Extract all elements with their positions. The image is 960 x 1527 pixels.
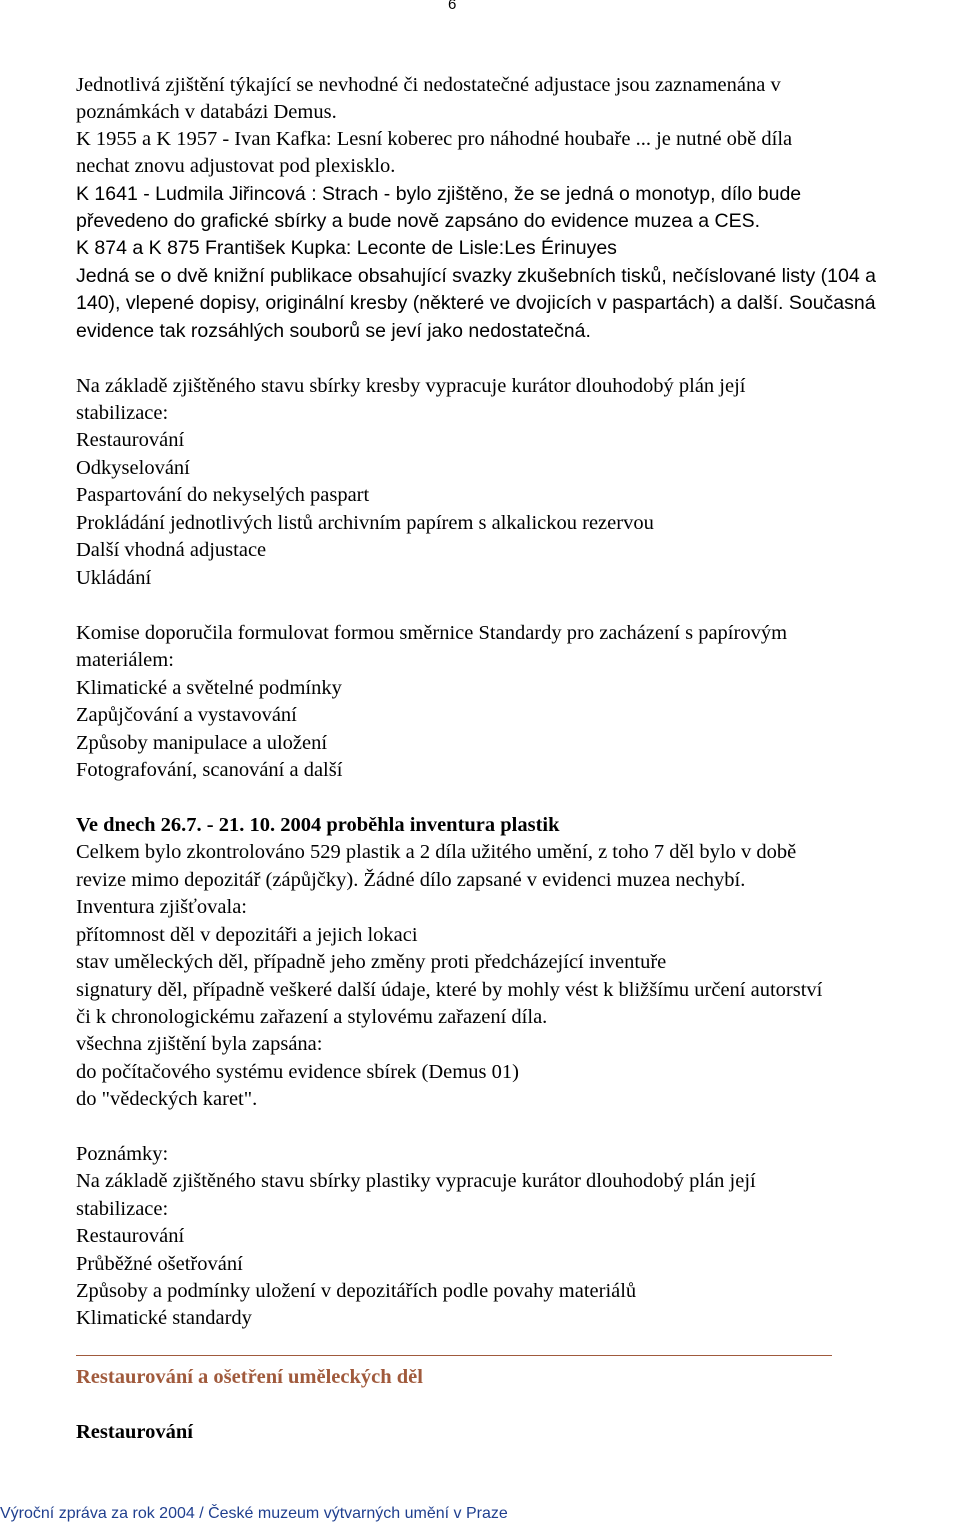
list-item: Další vhodná adjustace [76,539,267,561]
text-line: K 874 a K 875 František Kupka: Leconte de Lisle:Les Érinuyes [76,237,617,259]
text-line: Na základě zjištěného stavu sbírky plastiky vypracuje kurátor dlouhodobý plán její [76,1170,756,1192]
list-item: do počítačového systému evidence sbírek (Demus 01) [76,1061,519,1083]
list-item: Restaurování [76,429,185,451]
text-line: stabilizace: [76,1198,169,1220]
text-line: nechat znovu adjustovat pod plexisklo. [76,155,396,177]
list-item: signatury děl, případně veškeré další údaje, které by mohly vést k bližšímu určení autorství [76,979,823,1001]
list-item: Prokládání jednotlivých listů archivním papírem s alkalickou rezervou [76,512,654,534]
text-line: evidence tak rozsáhlých souborů se jeví jako nedostatečná. [76,320,591,342]
text-line: všechna zjištění byla zapsána: [76,1033,323,1055]
list-item: Paspartování do nekyselých paspart [76,484,370,506]
section-divider [76,1355,832,1356]
text-line: Komise doporučila formulovat formou směrnice Standardy pro zacházení s papírovým [76,622,788,644]
list-item: Odkyselování [76,457,190,479]
list-item: Fotografování, scanování a další [76,759,343,781]
text-line: revize mimo depozitář (zápůjčky). Žádné dílo zapsané v evidenci muzea nechybí. [76,869,746,891]
list-item: stav uměleckých děl, případně jeho změny proti předcházející inventuře [76,951,667,973]
list-item: Ukládání [76,567,152,589]
list-item: do "vědeckých karet". [76,1088,258,1110]
list-item: Průběžné ošetřování [76,1253,243,1275]
section-subheading: Restaurování [76,1421,193,1443]
text-line: stabilizace: [76,402,169,424]
list-item: Restaurování [76,1225,185,1247]
inventory-heading: Ve dnech 26.7. - 21. 10. 2004 proběhla inventura plastik [76,814,560,836]
page-footer: Výroční zpráva za rok 2004 / České muzeum výtvarných umění v Praze [0,1505,508,1522]
list-item: Klimatické standardy [76,1307,252,1329]
text-line: poznámkách v databázi Demus. [76,101,337,123]
page-number: 6 [448,0,457,13]
list-item: Klimatické a světelné podmínky [76,677,342,699]
text-line: Celkem bylo zkontrolováno 529 plastik a 2 díla užitého umění, z toho 7 děl bylo v době [76,841,797,863]
text-line: 140), vlepené dopisy, originální kresby (některé ve dvojicích v paspartách) a další. Současná [76,292,876,314]
text-line: či k chronologickému zařazení a stylovému zařazení díla. [76,1006,548,1028]
list-item: přítomnost děl v depozitáři a jejich lokaci [76,924,418,946]
text-line: K 1955 a K 1957 - Ivan Kafka: Lesní koberec pro náhodné houbaře ... je nutné obě díla [76,128,793,150]
text-line: Inventura zjišťovala: [76,896,247,918]
text-line: K 1641 - Ludmila Jiřincová : Strach - bylo zjištěno, že se jedná o monotyp, dílo bude [76,183,802,205]
text-line: Na základě zjištěného stavu sbírky kresby vypracuje kurátor dlouhodobý plán její [76,375,746,397]
notes-heading: Poznámky: [76,1143,169,1165]
list-item: Zapůjčování a vystavování [76,704,297,726]
text-line: převedeno do grafické sbírky a bude nově zapsáno do evidence muzea a CES. [76,210,761,232]
text-line: Jedná se o dvě knižní publikace obsahující svazky zkušebních tisků, nečíslované listy (104 a [76,265,876,287]
section-title: Restaurování a ošetření uměleckých děl [76,1366,423,1388]
list-item: Způsoby a podmínky uložení v depozitářích podle povahy materiálů [76,1280,637,1302]
list-item: Způsoby manipulace a uložení [76,732,328,754]
text-line: materiálem: [76,649,174,671]
text-line: Jednotlivá zjištění týkající se nevhodné či nedostatečné adjustace jsou zaznamenána v [76,74,781,96]
